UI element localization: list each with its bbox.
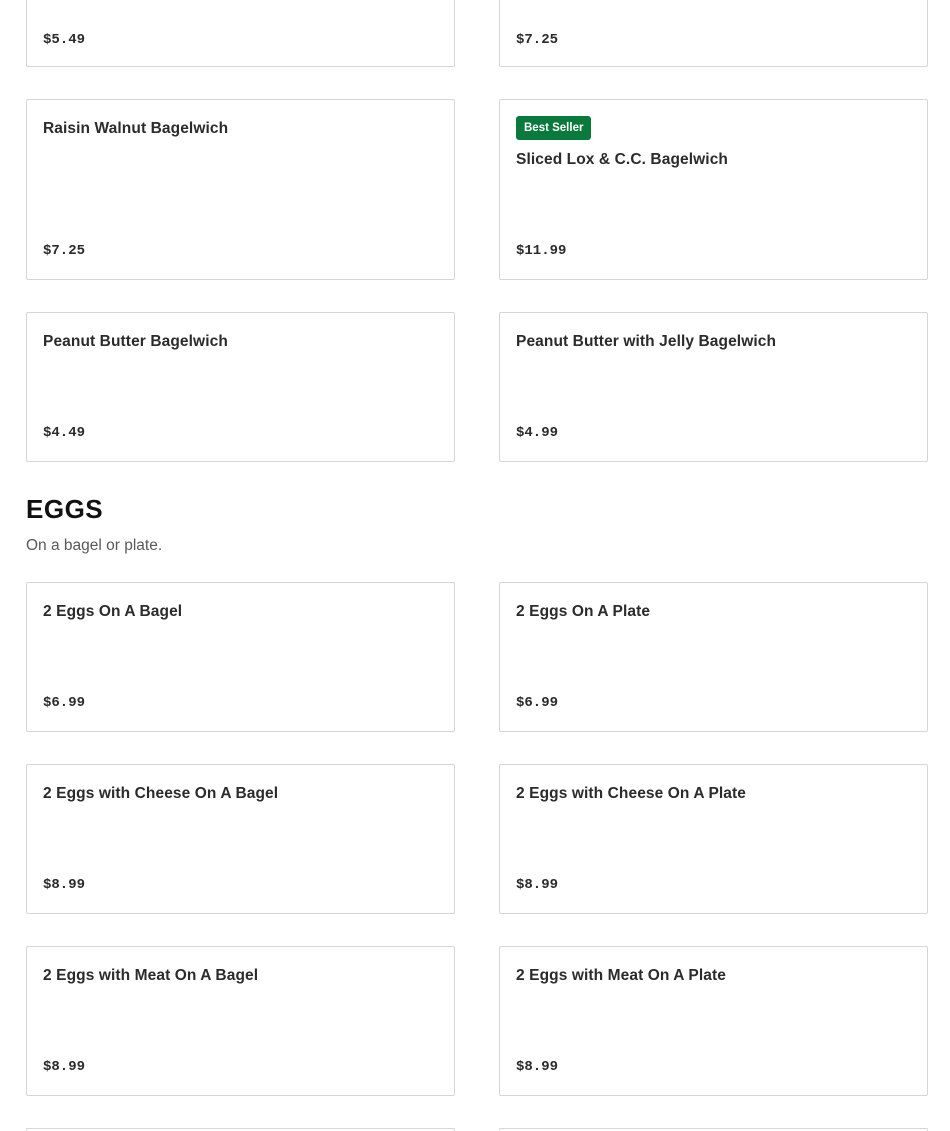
- item-price: $8.99: [516, 877, 559, 893]
- section-title: EGGS: [26, 494, 104, 524]
- item-name: 2 Eggs with Meat On A Bagel: [43, 967, 259, 984]
- menu-item-card[interactable]: [26, 946, 455, 1096]
- item-price: $6.99: [43, 695, 86, 711]
- item-price: $7.25: [516, 32, 559, 48]
- item-name: Raisin Walnut Bagelwich: [43, 120, 229, 137]
- item-name: 2 Eggs with Cheese On A Plate: [516, 785, 747, 802]
- item-price: $4.99: [516, 425, 559, 441]
- item-price: $7.25: [43, 243, 86, 259]
- item-name: 2 Eggs On A Bagel: [43, 603, 183, 620]
- item-name: Peanut Butter Bagelwich: [43, 333, 228, 350]
- item-name: 2 Eggs with Cheese On A Bagel: [43, 785, 279, 802]
- item-price: $8.99: [516, 1059, 559, 1075]
- menu-item-card[interactable]: [499, 764, 928, 914]
- item-price: $6.99: [516, 695, 559, 711]
- menu-item-card[interactable]: [499, 99, 928, 280]
- menu-item-card[interactable]: [499, 946, 928, 1096]
- menu-item-card[interactable]: [26, 764, 455, 914]
- menu-item-card[interactable]: [499, 582, 928, 732]
- item-price: $8.99: [43, 877, 86, 893]
- menu-item-card[interactable]: [26, 312, 455, 462]
- section-description: On a bagel or plate.: [26, 537, 163, 554]
- item-name: Sliced Lox & C.C. Bagelwich: [516, 151, 728, 168]
- item-price: $11.99: [516, 243, 567, 259]
- menu-item-card[interactable]: [26, 99, 455, 280]
- item-name: 2 Eggs On A Plate: [516, 603, 651, 620]
- menu-item-card[interactable]: [499, 312, 928, 462]
- menu-item-card[interactable]: [26, 582, 455, 732]
- best-seller-badge: Best Seller: [516, 116, 591, 140]
- item-price: $5.49: [43, 32, 86, 48]
- menu-item-card[interactable]: [26, 0, 455, 67]
- item-name: Peanut Butter with Jelly Bagelwich: [516, 333, 777, 350]
- item-price: $4.49: [43, 425, 86, 441]
- item-price: $8.99: [43, 1059, 86, 1075]
- menu-item-card[interactable]: [499, 0, 928, 67]
- item-name: 2 Eggs with Meat On A Plate: [516, 967, 726, 984]
